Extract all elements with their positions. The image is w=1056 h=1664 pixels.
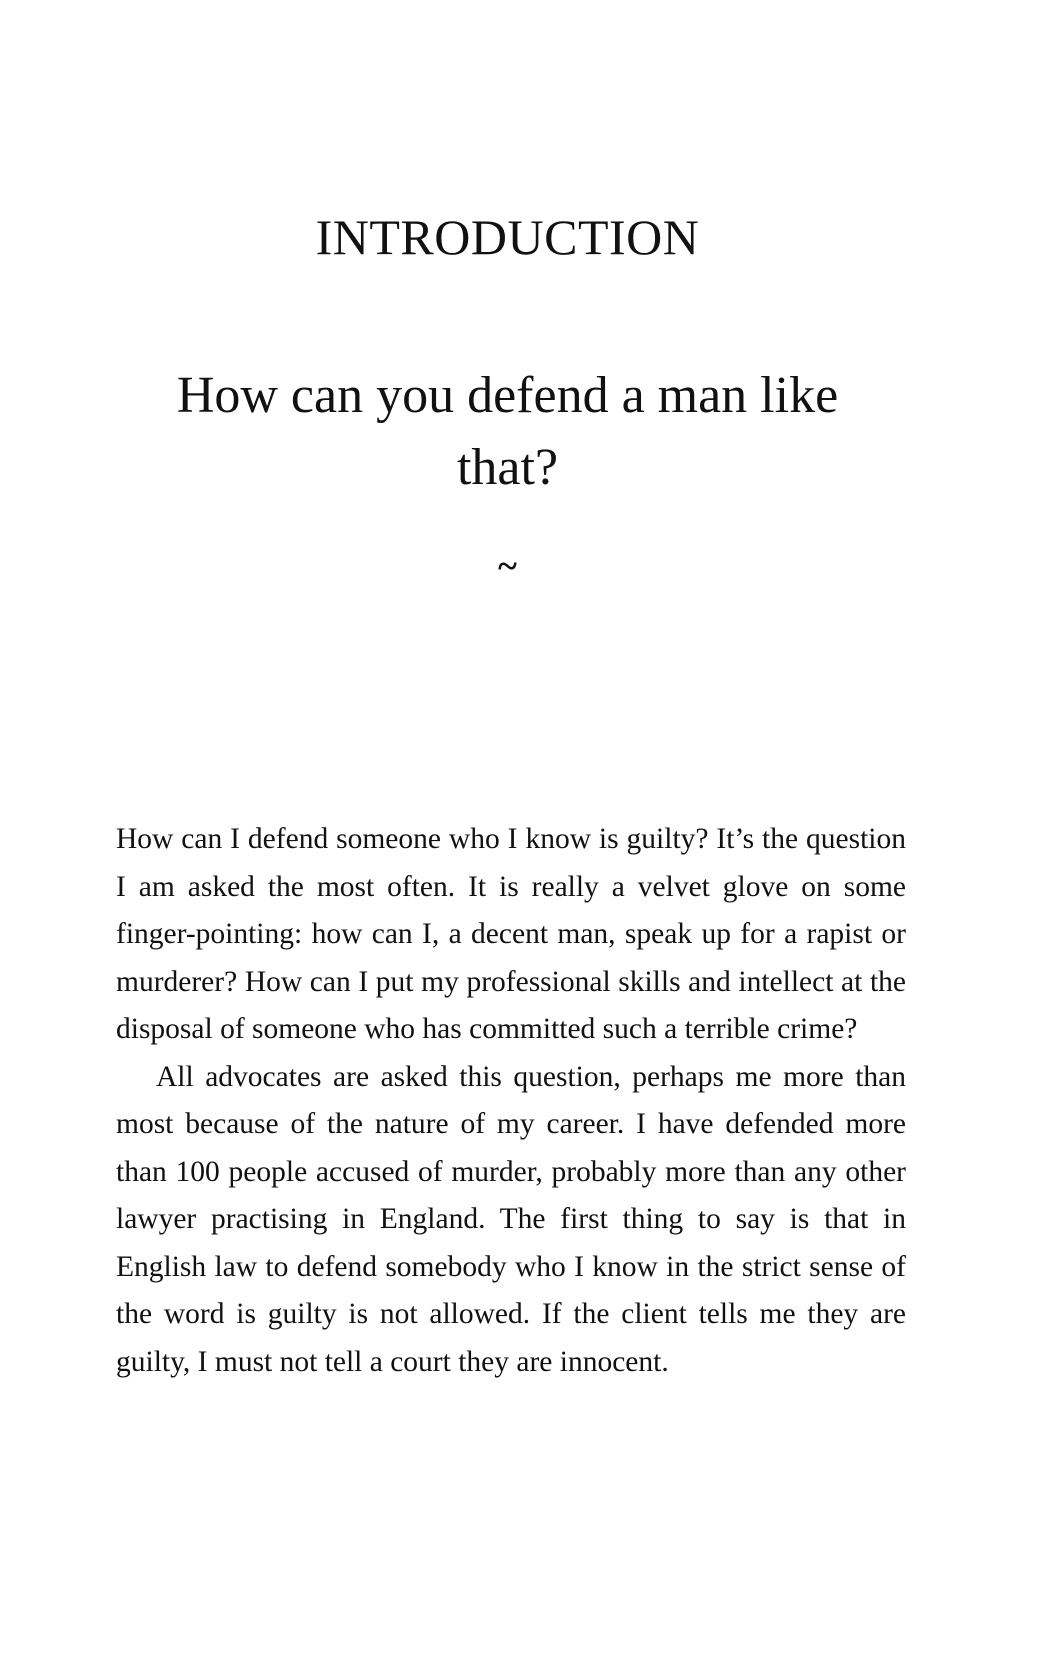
chapter-heading: INTRODUCTION bbox=[315, 209, 700, 265]
chapter-title: How can you defend a man like that? bbox=[176, 367, 839, 496]
paragraph: All advocates are asked this question, perhaps me more than most because of the nature of my career. I have defended more than 100 people accused of murder, probably more than any other lawyer practising in England. The first thing to say is that in English law to defend somebody who I know in the strict sense of the word is guilty is not allowed. If the client tells me they are guilty, I must not tell a court they are innocent. bbox=[116, 1060, 906, 1378]
paragraph: How can I defend someone who I know is guilty? It’s the question I am asked the most often. It is really a velvet glove on some finger-pointing: how can I, a decent man, speak up for a rapist or murderer? How can I put my professional skills and intellect at the disposal of someone who has committed such a terrible crime? bbox=[116, 823, 906, 1045]
tilde-ornament-icon: ~ bbox=[498, 546, 517, 586]
body-text bbox=[116, 816, 906, 1386]
